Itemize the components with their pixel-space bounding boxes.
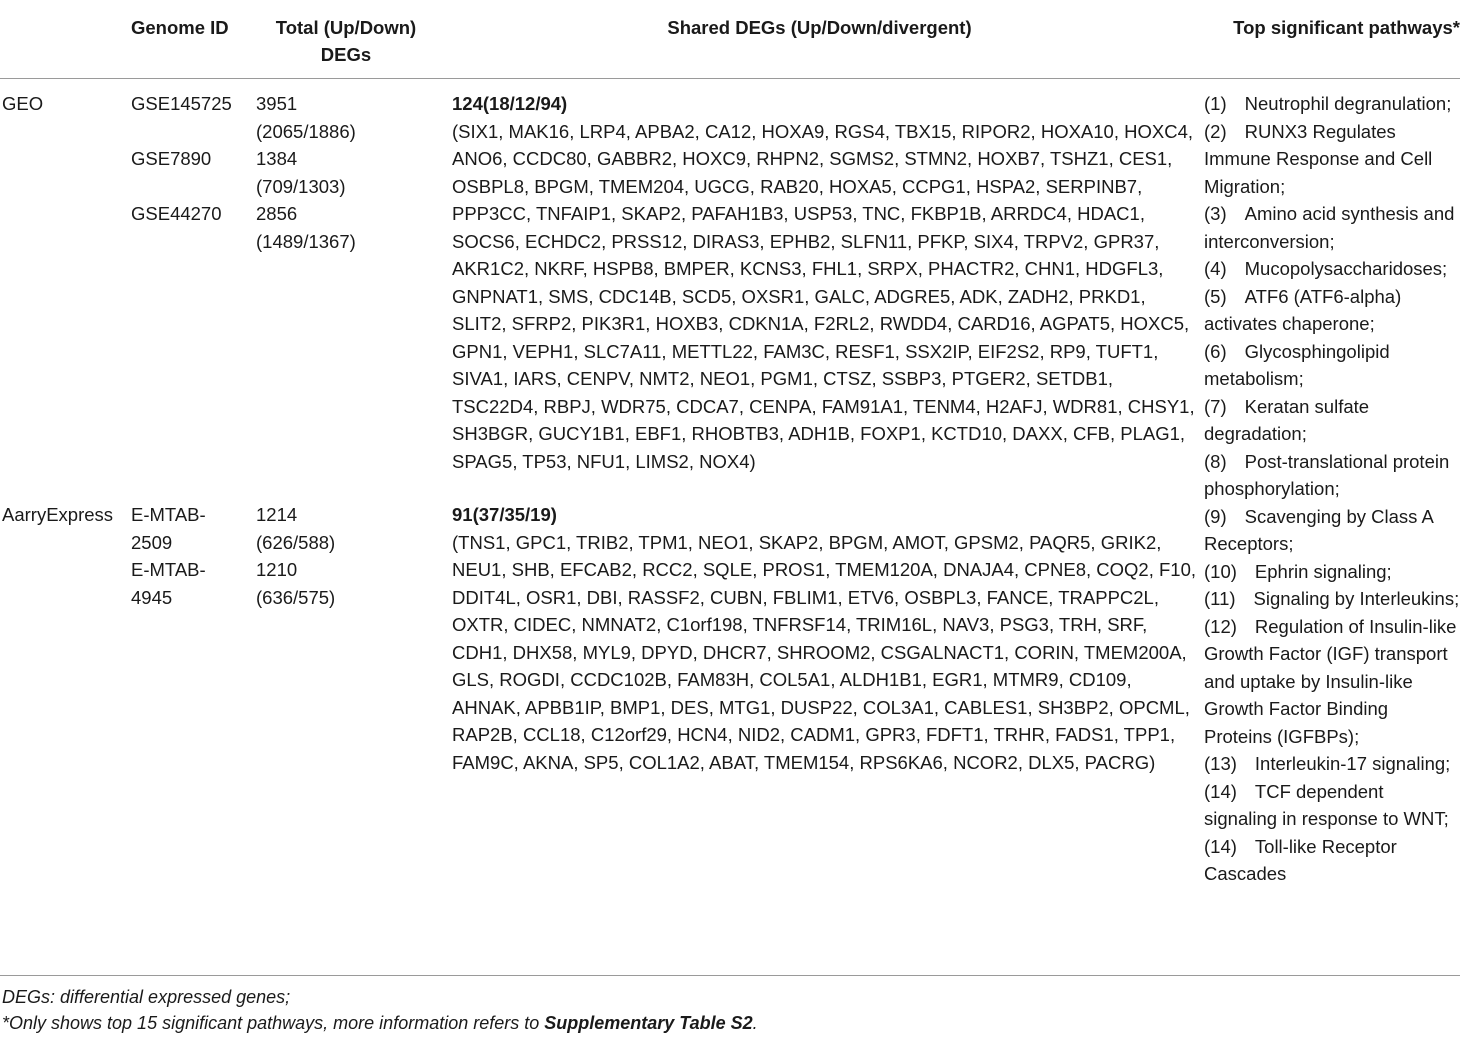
header-total-degs: Total (Up/Down) DEGs — [275, 17, 417, 65]
pathway-item — [1204, 255, 1460, 283]
pathway-text: Regulation of Insulin-like Growth Factor (IGF) transport and uptake by Insulin-like Growth Factor Binding Proteins (IGFBPs); — [1204, 615, 1457, 747]
genome-id-part: 4945 — [131, 586, 173, 608]
pathway-text: RUNX3 Regulates Immune Response and Cell Migration; — [1204, 120, 1433, 197]
pathway-text: Toll-like Receptor Cascades — [1204, 835, 1397, 884]
pathway-item — [1204, 448, 1460, 503]
table-header — [0, 14, 1460, 76]
pathway-text: Signaling by Interleukins; — [1253, 588, 1460, 609]
pathway-number: (2) — [1204, 120, 1227, 142]
total-degs — [256, 200, 356, 255]
genome-id: GSE145725 — [131, 93, 232, 114]
pathway-item — [1204, 283, 1460, 338]
shared-degs-count: 91(37/35/19) — [452, 504, 557, 525]
pathway-item — [1204, 613, 1460, 751]
genome-id-part: E-MTAB- — [131, 559, 206, 580]
pathway-number: (9) — [1204, 505, 1227, 527]
pathway-item — [1204, 833, 1460, 888]
shared-degs-geo — [452, 90, 1197, 475]
total-count: 1210 — [256, 559, 298, 580]
shared-gene-list: (TNS1, GPC1, TRIB2, TPM1, NEO1, SKAP2, BPGM, AMOT, GPSM2, PAQR5, GRIK2, NEU1, SHB, EFCAB2, RCC2, SQLE, PROS1, TMEM120A, DNAJA4, CPNE8, COQ2, F10, DDIT4L, OSR1, DBI, RASSF2, CUBN, FBLIM1, ETV6, OSBPL3, FANCE, TRAPPC2L, OXTR, CIDEC, NMNAT2, C1orf198, TNFRSF14, TRIM16L, NAV3, PSG3, TRH, SRF, CDH1, DHX58, MYL9, DPYD, DHCR7, SHROOM2, CSGALNACT1, CORIN, TMEM200A, GLS, ROGDI, CCDC102B, FAM83H, COL5A1, ALDH1B1, EGR1, MTMR9, CD109, AHNAK, APBB1IP, BMP1, DES, MTG1, DUSP22, COL3A1, CABLES1, SH3BP2, OPCML, RAP2B, CCL18, C12orf29, HCN4, NID2, CADM1, GPR3, FDFT1, TRHR, FADS1, TPP1, FAM9C, AKNA, SP5, COL1A2, ABAT, TMEM154, RPS6KA6, NCOR2, DLX5, PACRG) — [452, 531, 1197, 773]
shared-degs-arrayexpress — [452, 501, 1197, 776]
header-genome-id: Genome ID — [131, 17, 229, 38]
genome-id: GSE7890 — [131, 148, 212, 169]
shared-gene-list: (SIX1, MAK16, LRP4, APBA2, CA12, HOXA9, RGS4, TBX15, RIPOR2, HOXA10, HOXC4, ANO6, CCDC80, GABBR2, HOXC9, RHPN2, SGMS2, STMN2, HOXB7, TSHZ1, CES1, OSBPL8, BPGM, TMEM204, UGCG, RAB20, HOXA5, CCPG1, HSPA2, SERPINB7, PPP3CC, TNFAIP1, SKAP2, PAFAH1B3, USP53, TNC, FKBP1B, ARRDC4, HDAC1, SOCS6, ECHDC2, PRSS12, DIRAS3, EPHB2, SLFN11, PFKP, SIX4, TRPV2, GPR37, AKR1C2, NKRF, HSPB8, BMPER, KCNS3, FHL1, SRPX, PHACTR2, CHN1, HDGFL3, GNPNAT1, SMS, CDC14B, SCD5, OXSR1, GALC, ADGRE5, ADK, ZADH2, PRKD1, SLIT2, SFRP2, PIK3R1, HOXB3, CDKN1A, F2RL2, RWDD4, CARD16, AGPAT5, HOXC5, GPN1, VEPH1, SLC7A11, METTL22, FAM3C, RESF1, SSX2IP, EIF2S2, RP9, TUFT1, SIVA1, IARS, CENPV, NMT2, NEO1, PGM1, CTSZ, SSBP3, PTGER2, SETDB1, TSC22D4, RBPJ, WDR75, CDCA7, CENPA, FAM91A1, TENM4, H2AFJ, WDR81, CHSY1, SH3BGR, GUCY1B1, EBF1, RHOBTB3, ADH1B, FOXP1, KCTD10, DAXX, CFB, PLAG1, SPAG5, TP53, NFU1, LIMS2, NOX4) — [452, 120, 1195, 472]
total-degs — [256, 501, 335, 611]
total-count: 1384 — [256, 148, 298, 169]
genome-id — [131, 501, 206, 611]
pathway-item — [1204, 200, 1460, 255]
database-arrayexpress: AarryExpress — [2, 504, 114, 525]
pathway-number: (11) — [1204, 588, 1236, 609]
pathway-number: (12) — [1204, 615, 1237, 637]
pathway-item — [1204, 338, 1460, 393]
pathway-text: Keratan sulfate degradation; — [1204, 395, 1370, 444]
genome-id: GSE44270 — [131, 203, 222, 224]
pathway-list — [1204, 90, 1460, 888]
total-count: 1214 — [256, 504, 298, 525]
total-count: 2856 — [256, 203, 298, 224]
pathway-number: (5) — [1204, 285, 1227, 307]
pathway-number: (13) — [1204, 753, 1237, 774]
up-down-count: (626/588) — [256, 531, 336, 553]
pathway-number: (4) — [1204, 258, 1227, 279]
pathway-number: (10) — [1204, 560, 1237, 582]
footnote-period: . — [752, 1013, 758, 1033]
pathway-text: Mucopolysaccharidoses; — [1244, 258, 1448, 279]
pathway-text: ATF6 (ATF6-alpha) activates chaperone; — [1204, 285, 1402, 334]
shared-degs-count: 124(18/12/94) — [452, 93, 568, 114]
up-down-count: (2065/1886) — [256, 120, 356, 142]
pathway-item — [1204, 90, 1460, 118]
pathway-text: Post-translational protein phosphorylation; — [1204, 450, 1450, 499]
pathway-item — [1204, 503, 1460, 558]
pathway-text: TCF dependent signaling in response to WNT; — [1204, 780, 1449, 829]
total-degs — [256, 90, 356, 145]
pathway-item — [1204, 558, 1460, 586]
total-count: 3951 — [256, 93, 298, 114]
up-down-count: (1489/1367) — [256, 230, 356, 252]
supplementary-table-ref: Supplementary Table S2 — [544, 1013, 753, 1033]
footnote-text: *Only shows top 15 significant pathways, more information refers to — [2, 1013, 545, 1033]
genome-id-part: E-MTAB- — [131, 504, 206, 525]
pathway-number: (8) — [1204, 450, 1227, 472]
pathway-number: (1) — [1204, 93, 1227, 114]
pathway-number: (14) — [1204, 780, 1237, 802]
header-pathways: Top significant pathways* — [1233, 17, 1460, 38]
pathway-item — [1204, 750, 1460, 778]
pathway-item — [1204, 118, 1460, 201]
pathway-item — [1204, 393, 1460, 448]
footnote-pathways — [2, 1010, 758, 1037]
footnote-degs: DEGs: differential expressed genes; — [2, 987, 291, 1007]
header-divider — [0, 78, 1460, 79]
genome-id-part: 2509 — [131, 531, 173, 553]
pathway-text: Scavenging by Class A Receptors; — [1204, 505, 1433, 554]
pathway-number: (6) — [1204, 340, 1227, 362]
pathway-text: Interleukin-17 signaling; — [1254, 753, 1451, 774]
up-down-count: (709/1303) — [256, 175, 346, 197]
pathway-text: Glycosphingolipid metabolism; — [1204, 340, 1390, 389]
pathway-number: (3) — [1204, 203, 1227, 224]
table-bottom-divider — [0, 975, 1460, 976]
total-degs — [256, 145, 345, 200]
pathway-number: (14) — [1204, 835, 1237, 857]
pathway-item — [1204, 778, 1460, 833]
pathway-number: (7) — [1204, 395, 1227, 417]
header-shared-degs: Shared DEGs (Up/Down/divergent) — [667, 17, 972, 38]
pathway-item — [1204, 585, 1460, 613]
database-geo: GEO — [2, 93, 44, 114]
up-down-count: (636/575) — [256, 586, 336, 608]
pathway-text: Ephrin signaling; — [1254, 560, 1392, 582]
pathway-text: Amino acid synthesis and interconversion; — [1204, 203, 1455, 252]
pathway-text: Neutrophil degranulation; — [1244, 93, 1452, 114]
